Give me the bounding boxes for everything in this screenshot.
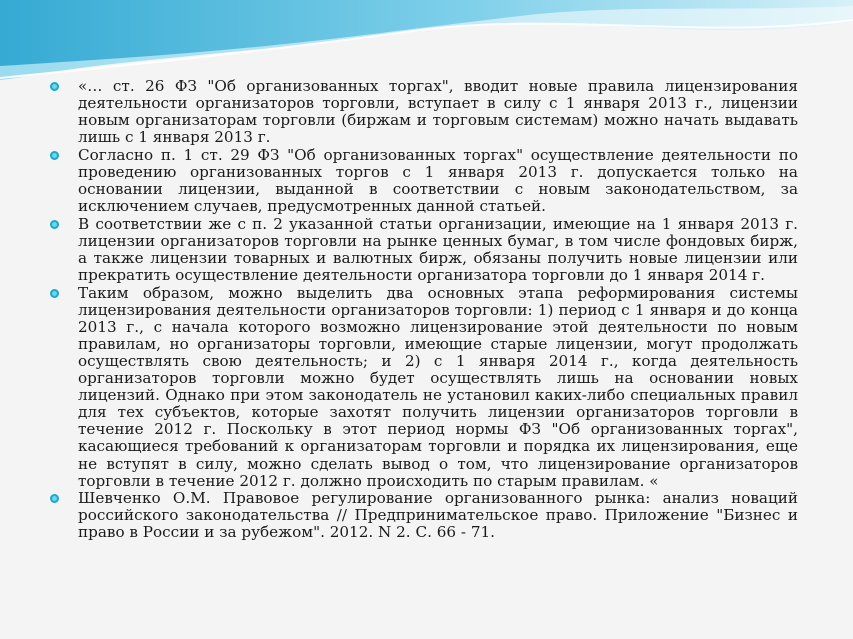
bullet-list — [48, 78, 798, 542]
bullet-text: Таким образом, можно выделить два основных этапа реформирования системы лицензирования деятельности организаторов торговли: 1) период с 1 января и до конца 2013 г., с начала которого возможно лицензирование этой деятельности по новым правилам, но организаторы торговли, имеющие старые лицензии, могут продолжать осуществлять свою деятельность; и 2) с 1 января 2014 г., когда деятельность организаторов торговли можно будет осуществлять лишь на основании новых лицензий. Однако при этом законодатель не установил каких-либо специальных правил для тех субъектов, которые захотят получить лицензии организаторов торговли в течение 2012 г. Поскольку в этот период нормы ФЗ "Об организованных торгах", касающиеся требований к организаторам торговли и порядка их лицензирования, еще не вступят в силу, можно сделать вывод о том, что лицензирование организаторов торговли в течение 2012 г. должно происходить по старым правилам. « — [78, 283, 798, 490]
bullet-icon — [50, 82, 59, 91]
bullet-text: Шевченко О.М. Правовое регулирование организованного рынка: анализ новаций российского законодательства // Предпринимательское право. Приложение "Бизнес и право в России и за рубежом". 2012. N 2. С. 66 - 71. — [78, 489, 798, 542]
bullet-text: «… ст. 26 ФЗ "Об организованных торгах", вводит новые правила лицензирования деятельности организаторов торговли, вступает в силу с 1 января 2013 г., лицензии новым организаторам торговли (биржам и торговым системам) можно начать выдавать лишь с 1 января 2013 г. — [78, 77, 798, 147]
bullet-item — [48, 147, 798, 215]
bullet-item — [48, 285, 798, 490]
bullet-icon — [50, 289, 59, 298]
bullet-item — [48, 216, 798, 284]
bullet-item — [48, 78, 798, 146]
bullet-icon — [50, 220, 59, 229]
bullet-icon — [50, 151, 59, 160]
bullet-icon — [50, 494, 59, 503]
bullet-item — [48, 490, 798, 541]
bullet-text: Согласно п. 1 ст. 29 ФЗ "Об организованных торгах" осуществление деятельности по проведению организованных торгов с 1 января 2013 г. допускается только на основании лицензии, выданной в соответствии с новым законодательством, за исключением случаев, предусмотренных данной статьей. — [78, 145, 798, 216]
bullet-text: В соответствии же с п. 2 указанной статьи организации, имеющие на 1 января 2013 г. лицензии организаторов торговли на рынке ценных бумаг, в том числе фондовых бирж, а также лицензии товарных и валютных бирж, обязаны получить новые лицензии или прекратить осуществление деятельности организатора торговли до 1 января 2014 г. — [78, 214, 798, 285]
